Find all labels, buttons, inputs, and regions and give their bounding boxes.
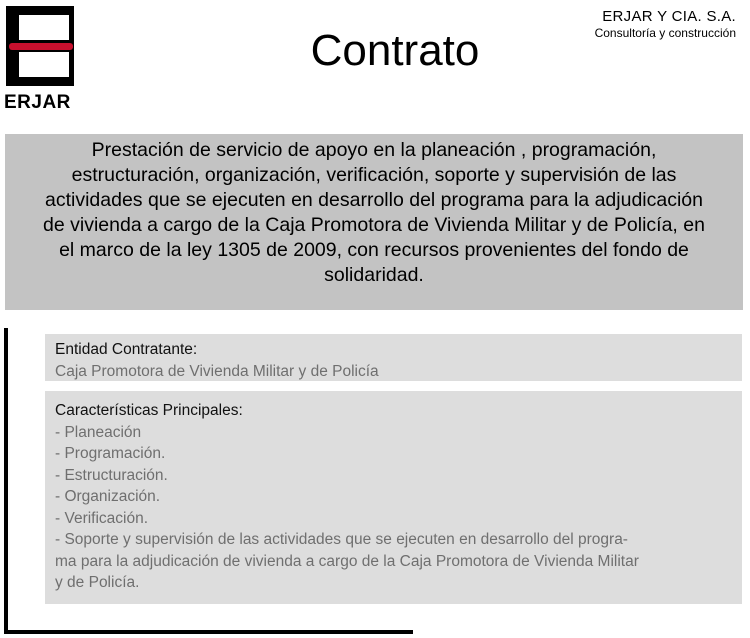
- bracket-vertical-line: [4, 328, 8, 633]
- company-header: [595, 8, 736, 40]
- page-title: Contrato: [310, 26, 480, 75]
- description-line: el marco de la ley 1305 de 2009, con recursos provenientes del fondo de: [59, 239, 689, 261]
- entity-value: Caja Promotora de Vivienda Militar y de Policía: [55, 362, 379, 380]
- bracket-horizontal-line: [4, 630, 413, 634]
- characteristics-label: Características Principales:: [55, 402, 243, 419]
- company-tagline: Consultoría y construcción: [594, 26, 736, 40]
- list-item: - Verificación.: [55, 509, 149, 527]
- contract-description: [5, 134, 743, 310]
- logo-text: ERJAR: [4, 92, 71, 113]
- entity-label: Entidad Contratante:: [55, 341, 198, 358]
- list-item: ma para la adjudicación de vivienda a cargo de la Caja Promotora de Vivienda Militar: [55, 552, 639, 570]
- list-item: - Organización.: [55, 488, 161, 505]
- list-item: y de Policía.: [55, 574, 140, 591]
- description-line: de vivienda a cargo de la Caja Promotora de Vivienda Militar y de Policía, en: [43, 214, 705, 236]
- entity-box: [45, 334, 742, 381]
- list-item: - Soporte y supervisión de las actividades que se ejecuten en desarrollo del progra-: [55, 531, 628, 548]
- description-line: Prestación de servicio de apoyo en la planeación , programación,: [91, 139, 657, 161]
- description-line: solidaridad.: [324, 264, 424, 286]
- company-name: ERJAR Y CIA. S.A.: [602, 8, 736, 25]
- list-item: - Planeación: [55, 423, 142, 441]
- description-line: estructuración, organización, verificación, soporte y supervisión de las: [71, 164, 677, 186]
- list-item: - Programación.: [55, 445, 166, 462]
- description-line: actividades que se ejecuten en desarrollo del programa para la adjudicación: [44, 189, 703, 211]
- characteristics-box: [45, 391, 742, 604]
- list-item: - Estructuración.: [55, 466, 168, 484]
